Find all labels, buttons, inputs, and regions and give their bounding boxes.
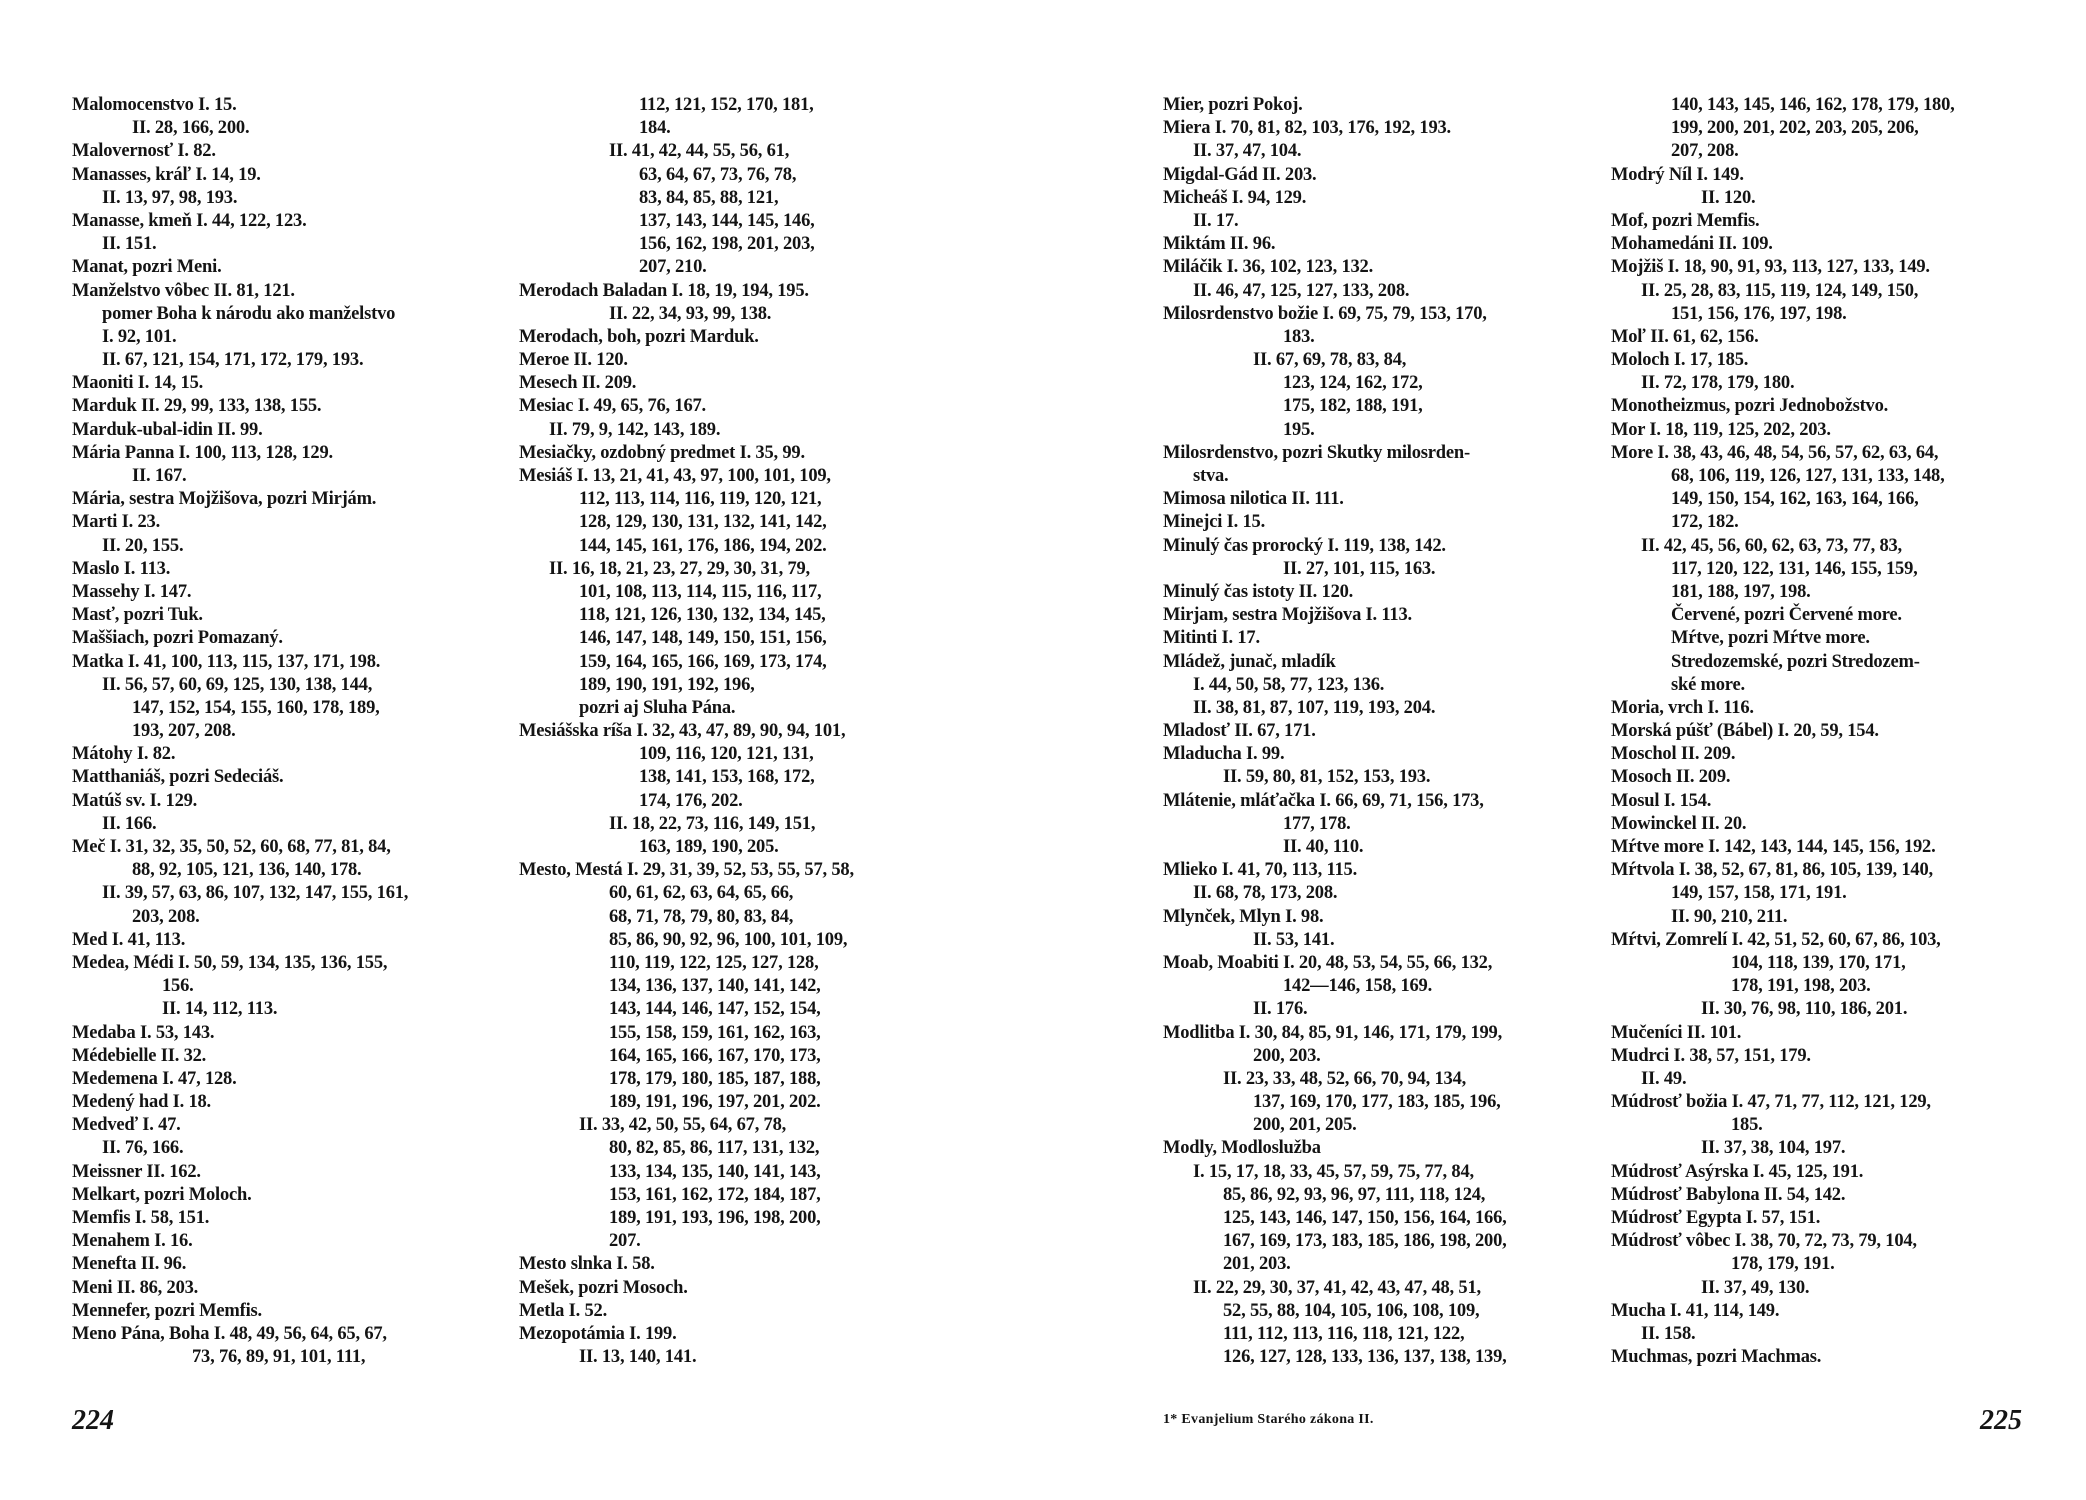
index-line: Mesiačky, ozdobný predmet I. 35, 99. [519, 442, 805, 463]
index-line: Mohamedáni II. 109. [1611, 234, 1773, 255]
index-line: 200, 203. [1253, 1045, 1321, 1066]
index-line: 134, 136, 137, 140, 141, 142, [609, 976, 821, 997]
index-line: II. 40, 110. [1283, 837, 1364, 857]
index-line: stva. [1193, 466, 1229, 486]
index-line: Múdrosť vôbec I. 38, 70, 72, 73, 79, 104, [1611, 1231, 1917, 1252]
index-line: Mŕtvi, Zomrelí I. 42, 51, 52, 60, 67, 86, 103, [1611, 929, 1941, 950]
index-line: Mowinckel II. 20. [1611, 813, 1747, 834]
index-line: 172, 182. [1671, 512, 1739, 533]
index-line: II. 13, 97, 98, 193. [102, 187, 238, 208]
index-line: 101, 108, 113, 114, 115, 116, 117, [579, 581, 822, 602]
index-line: 189, 191, 196, 197, 201, 202. [609, 1092, 821, 1113]
index-line: Medea, Médi I. 50, 59, 134, 135, 136, 155, [72, 952, 388, 973]
index-line: Moab, Moabiti I. 20, 48, 53, 54, 55, 66, 132, [1163, 952, 1493, 973]
index-line: Migdal-Gád II. 203. [1163, 164, 1317, 185]
index-line: Červené, pozri Červené more. [1671, 605, 1902, 626]
index-line: Milosrdenstvo božie I. 69, 75, 79, 153, 170, [1163, 303, 1487, 324]
index-line: II. 20, 155. [102, 535, 184, 556]
index-line: II. 49. [1641, 1068, 1687, 1089]
index-line: 68, 71, 78, 79, 80, 83, 84, [609, 906, 794, 927]
index-line: II. 41, 42, 44, 55, 56, 61, [609, 141, 790, 162]
index-line: Manasse, kmeň I. 44, 122, 123. [72, 210, 307, 231]
index-line: 151, 156, 176, 197, 198. [1671, 303, 1847, 324]
index-line: 144, 145, 161, 176, 186, 194, 202. [579, 535, 827, 556]
index-line: Menahem I. 16. [72, 1231, 193, 1252]
index-line: Moloch I. 17, 185. [1611, 350, 1749, 371]
index-line: Moria, vrch I. 116. [1611, 697, 1754, 718]
index-line: 88, 92, 105, 121, 136, 140, 178. [132, 860, 362, 881]
index-line: 146, 147, 148, 149, 150, 151, 156, [579, 628, 827, 649]
index-line: Meni II. 86, 203. [72, 1277, 199, 1298]
index-line: 123, 124, 162, 172, [1283, 373, 1423, 394]
index-line: More I. 38, 43, 46, 48, 54, 56, 57, 62, 63, 64, [1611, 442, 1939, 463]
index-line: Memfis I. 58, 151. [72, 1208, 210, 1228]
index-line: Mária Panna I. 100, 113, 128, 129. [72, 442, 333, 463]
index-line: Mosul I. 154. [1611, 790, 1712, 811]
index-line: Mlátenie, mláťačka I. 66, 69, 71, 156, 173, [1163, 790, 1484, 811]
index-line: Meissner II. 162. [72, 1161, 201, 1182]
index-line: 207, 208. [1671, 141, 1739, 162]
index-line: 143, 144, 146, 147, 152, 154, [609, 999, 821, 1020]
index-line: Meč I. 31, 32, 35, 50, 52, 60, 68, 77, 81, 84, [72, 837, 391, 857]
index-line: Menefta II. 96. [72, 1254, 187, 1275]
index-line: Mŕtve more I. 142, 143, 144, 145, 156, 192. [1611, 837, 1936, 857]
index-line: Mlynček, Mlyn I. 98. [1163, 906, 1324, 927]
index-line: Stredozemské, pozri Stredozem- [1671, 651, 1920, 672]
index-line: II. 25, 28, 83, 115, 119, 124, 149, 150, [1641, 280, 1919, 301]
index-line: II. 79, 9, 142, 143, 189. [549, 419, 721, 440]
index-line: 189, 191, 193, 196, 198, 200, [609, 1208, 821, 1228]
index-line: Mŕtvola I. 38, 52, 67, 81, 86, 105, 139, 140, [1611, 860, 1933, 881]
index-line: Muchmas, pozri Machmas. [1611, 1347, 1822, 1368]
index-line: 167, 169, 173, 183, 185, 186, 198, 200, [1223, 1231, 1507, 1252]
index-line: ské more. [1671, 674, 1745, 695]
index-line: Mier, pozri Pokoj. [1163, 95, 1303, 115]
index-line: Manasses, kráľ I. 14, 19. [72, 164, 261, 185]
index-line: Morská púšť (Bábel) I. 20, 59, 154. [1611, 721, 1879, 742]
index-line: Merodach Baladan I. 18, 19, 194, 195. [519, 280, 809, 301]
index-line: Merodach, boh, pozri Marduk. [519, 326, 759, 347]
index-line: 185. [1731, 1115, 1763, 1136]
index-line: II. 27, 101, 115, 163. [1283, 558, 1436, 579]
index-line: 156. [162, 976, 194, 997]
index-line: II. 37, 38, 104, 197. [1701, 1138, 1846, 1159]
index-line: pomer Boha k národu ako manželstvo [102, 303, 396, 324]
left-page-column-2 [519, 94, 854, 1369]
index-line: Miktám II. 96. [1163, 234, 1276, 255]
index-line: II. 37, 47, 104. [1193, 141, 1302, 162]
index-line: II. 14, 112, 113. [162, 999, 278, 1020]
index-line: Modrý Níl I. 149. [1611, 164, 1744, 185]
index-line: Mosoch II. 209. [1611, 767, 1731, 788]
index-line: 142—146, 158, 169. [1283, 976, 1433, 997]
right-page-column-2 [1611, 94, 1955, 1369]
index-line: 63, 64, 67, 73, 76, 78, [639, 164, 797, 185]
index-line: 175, 182, 188, 191, [1283, 396, 1423, 417]
index-line: 111, 112, 113, 116, 118, 121, 122, [1223, 1323, 1465, 1344]
footnote: 1* Evanjelium Starého zákona II. [1163, 1412, 1374, 1427]
index-line: Medemena I. 47, 128. [72, 1068, 237, 1089]
index-line: 159, 164, 165, 166, 169, 173, 174, [579, 651, 827, 672]
index-line: II. 53, 141. [1253, 929, 1335, 950]
index-line: 125, 143, 146, 147, 150, 156, 164, 166, [1223, 1208, 1507, 1228]
index-line: 138, 141, 153, 168, 172, [639, 767, 815, 788]
index-line: Meno Pána, Boha I. 48, 49, 56, 64, 65, 67, [72, 1323, 387, 1344]
index-line: 73, 76, 89, 91, 101, 111, [192, 1347, 366, 1368]
index-line: 207. [609, 1231, 641, 1252]
index-line: Mojžiš I. 18, 90, 91, 93, 113, 127, 133, 149. [1611, 257, 1930, 278]
index-line: II. 42, 45, 56, 60, 62, 63, 73, 77, 83, [1641, 535, 1902, 556]
index-line: 52, 55, 88, 104, 105, 106, 108, 109, [1223, 1300, 1480, 1321]
index-line: Mof, pozri Memfis. [1611, 210, 1760, 231]
index-line: Moschol II. 209. [1611, 744, 1736, 765]
index-line: II. 166. [102, 813, 157, 834]
index-line: Maoniti I. 14, 15. [72, 373, 204, 394]
index-line: 137, 143, 144, 145, 146, [639, 210, 815, 231]
index-line: pozri aj Sluha Pána. [579, 697, 736, 718]
index-line: Mesech II. 209. [519, 373, 637, 394]
index-line: 183. [1283, 326, 1315, 347]
index-line: Maslo I. 113. [72, 558, 171, 579]
index-line: Manželstvo vôbec II. 81, 121. [72, 280, 295, 301]
index-line: Matúš sv. I. 129. [72, 790, 198, 811]
index-line: Mesiac I. 49, 65, 76, 167. [519, 396, 706, 417]
index-line: 207, 210. [639, 257, 707, 278]
index-line: Mirjam, sestra Mojžišova I. 113. [1163, 605, 1412, 626]
index-line: II. 59, 80, 81, 152, 153, 193. [1223, 767, 1431, 788]
index-line: II. 68, 78, 173, 208. [1193, 883, 1338, 904]
index-line: II. 90, 210, 211. [1671, 906, 1788, 927]
index-line: Medveď I. 47. [72, 1115, 181, 1136]
index-line: Manat, pozri Meni. [72, 257, 222, 278]
index-line: Miláčik I. 36, 102, 123, 132. [1163, 257, 1374, 278]
index-line: 112, 121, 152, 170, 181, [639, 95, 814, 115]
index-line: I. 92, 101. [102, 326, 177, 347]
index-line: Matthaniáš, pozri Sedeciáš. [72, 767, 284, 788]
index-line: Mlieko I. 41, 70, 113, 115. [1163, 860, 1357, 881]
index-line: II. 17. [1193, 210, 1239, 231]
index-line: II. 72, 178, 179, 180. [1641, 373, 1795, 394]
index-line: II. 67, 121, 154, 171, 172, 179, 193. [102, 350, 364, 371]
index-line: II. 76, 166. [102, 1138, 184, 1159]
index-line: Mladucha I. 99. [1163, 744, 1285, 765]
index-line: 112, 113, 114, 116, 119, 120, 121, [579, 489, 822, 510]
index-line: II. 39, 57, 63, 86, 107, 132, 147, 155, 161, [102, 883, 409, 904]
index-line: 110, 119, 122, 125, 127, 128, [609, 952, 819, 973]
index-line: Mešek, pozri Mosoch. [519, 1277, 688, 1298]
index-line: Minulý čas prorocký I. 119, 138, 142. [1163, 535, 1446, 556]
index-line: Múdrosť Babylona II. 54, 142. [1611, 1184, 1846, 1205]
index-line: 178, 179, 180, 185, 187, 188, [609, 1068, 821, 1089]
index-line: Mária, sestra Mojžišova, pozri Mirjám. [72, 489, 377, 510]
index-line: 118, 121, 126, 130, 132, 134, 145, [579, 605, 826, 626]
index-line: II. 18, 22, 73, 116, 149, 151, [609, 813, 816, 834]
index-line: 147, 152, 154, 155, 160, 178, 189, [132, 697, 380, 718]
index-line: Múdrosť Egypta I. 57, 151. [1611, 1208, 1821, 1228]
left-page-column-1 [72, 94, 408, 1369]
index-line: Metla I. 52. [519, 1300, 608, 1321]
index-line: 156, 162, 198, 201, 203, [639, 234, 815, 255]
index-line: Mátohy I. 82. [72, 744, 176, 765]
index-line: Múdrosť božia I. 47, 71, 77, 112, 121, 129, [1611, 1092, 1931, 1113]
index-line: II. 23, 33, 48, 52, 66, 70, 94, 134, [1223, 1068, 1467, 1089]
index-line: 200, 201, 205. [1253, 1115, 1357, 1136]
index-line: Mudrci I. 38, 57, 151, 179. [1611, 1045, 1811, 1066]
index-line: Melkart, pozri Moloch. [72, 1184, 252, 1205]
index-line: II. 158. [1641, 1323, 1696, 1344]
index-line: II. 28, 166, 200. [132, 118, 250, 139]
index-line: 203, 208. [132, 906, 200, 927]
index-line: 195. [1283, 419, 1315, 440]
index-line: 80, 82, 85, 86, 117, 131, 132, [609, 1138, 820, 1159]
index-line: 60, 61, 62, 63, 64, 65, 66, [609, 883, 794, 904]
index-line: Moľ II. 61, 62, 156. [1611, 326, 1759, 347]
index-line: 178, 179, 191. [1731, 1254, 1835, 1275]
index-line: I. 15, 17, 18, 33, 45, 57, 59, 75, 77, 84, [1193, 1161, 1474, 1182]
index-line: 109, 116, 120, 121, 131, [639, 744, 814, 765]
index-line: 83, 84, 85, 88, 121, [639, 187, 779, 208]
index-line: 104, 118, 139, 170, 171, [1731, 952, 1906, 973]
index-line: Mucha I. 41, 114, 149. [1611, 1300, 1780, 1321]
index-line: 153, 161, 162, 172, 184, 187, [609, 1184, 821, 1205]
index-line: II. 22, 34, 93, 99, 138. [609, 303, 772, 324]
right-page-column-1 [1163, 94, 1507, 1369]
index-line: II. 167. [132, 466, 187, 486]
index-line: Miera I. 70, 81, 82, 103, 176, 192, 193. [1163, 118, 1451, 139]
index-line: II. 120. [1701, 187, 1756, 208]
index-line: II. 37, 49, 130. [1701, 1277, 1810, 1298]
index-line: I. 44, 50, 58, 77, 123, 136. [1193, 674, 1385, 695]
index-line: Masť, pozri Tuk. [72, 605, 203, 626]
page-number-left: 224 [72, 1405, 114, 1436]
index-line: Modlitba I. 30, 84, 85, 91, 146, 171, 179, 199, [1163, 1022, 1503, 1043]
index-line: Marduk II. 29, 99, 133, 138, 155. [72, 396, 322, 417]
index-line: Meroe II. 120. [519, 350, 628, 371]
index-line: 85, 86, 90, 92, 96, 100, 101, 109, [609, 929, 848, 950]
index-line: II. 151. [102, 234, 157, 255]
index-line: Mennefer, pozri Memfis. [72, 1300, 262, 1321]
index-line: 117, 120, 122, 131, 146, 155, 159, [1671, 558, 1918, 579]
index-line: Mučeníci II. 101. [1611, 1022, 1742, 1043]
index-line: Modly, Modloslužba [1163, 1138, 1321, 1159]
index-line: Mŕtve, pozri Mŕtve more. [1671, 628, 1870, 649]
index-line: 140, 143, 145, 146, 162, 178, 179, 180, [1671, 95, 1955, 115]
index-line: 133, 134, 135, 140, 141, 143, [609, 1161, 821, 1182]
index-line: Mesiášska ríša I. 32, 43, 47, 89, 90, 94, 101, [519, 721, 846, 742]
index-line: II. 30, 76, 98, 110, 186, 201. [1701, 999, 1908, 1020]
index-line: Med I. 41, 113. [72, 929, 186, 950]
index-line: Mesto slnka I. 58. [519, 1254, 655, 1275]
index-line: Medený had I. 18. [72, 1092, 211, 1113]
index-line: 85, 86, 92, 93, 96, 97, 111, 118, 124, [1223, 1184, 1486, 1205]
index-line: II. 56, 57, 60, 69, 125, 130, 138, 144, [102, 674, 373, 695]
index-line: Minejci I. 15. [1163, 512, 1266, 533]
index-line: Marti I. 23. [72, 512, 161, 533]
index-line: 149, 150, 154, 162, 163, 164, 166, [1671, 489, 1919, 510]
index-line: Micheáš I. 94, 129. [1163, 187, 1307, 208]
index-line: II. 46, 47, 125, 127, 133, 208. [1193, 280, 1410, 301]
index-line: Mládež, junač, mladík [1163, 651, 1336, 672]
index-line: 126, 127, 128, 133, 136, 137, 138, 139, [1223, 1347, 1507, 1368]
index-line: Múdrosť Asýrska I. 45, 125, 191. [1611, 1161, 1864, 1182]
index-line: 184. [639, 118, 671, 139]
index-line: 149, 157, 158, 171, 191. [1671, 883, 1847, 904]
index-line: Matka I. 41, 100, 113, 115, 137, 171, 198. [72, 651, 381, 672]
index-line: 193, 207, 208. [132, 721, 236, 742]
index-line: 163, 189, 190, 205. [639, 837, 779, 857]
index-line: Malovernosť I. 82. [72, 141, 216, 162]
index-line: 155, 158, 159, 161, 162, 163, [609, 1022, 821, 1043]
index-line: 199, 200, 201, 202, 203, 205, 206, [1671, 118, 1919, 139]
page-number-right: 225 [1980, 1405, 2022, 1436]
index-line: 128, 129, 130, 131, 132, 141, 142, [579, 512, 827, 533]
index-line: Mesto, Mestá I. 29, 31, 39, 52, 53, 55, 57, 58, [519, 860, 854, 881]
index-line: Médebielle II. 32. [72, 1045, 207, 1066]
index-line: Mezopotámia I. 199. [519, 1323, 677, 1344]
index-line: Mladosť II. 67, 171. [1163, 721, 1316, 742]
index-line: 68, 106, 119, 126, 127, 131, 133, 148, [1671, 466, 1945, 486]
index-line: 181, 188, 197, 198. [1671, 581, 1811, 602]
index-line: II. 22, 29, 30, 37, 41, 42, 43, 47, 48, 51, [1193, 1277, 1481, 1298]
index-line: Maššiach, pozri Pomazaný. [72, 628, 283, 649]
index-line: Mor I. 18, 119, 125, 202, 203. [1611, 419, 1831, 440]
index-line: Medaba I. 53, 143. [72, 1022, 215, 1043]
index-line: Massehy I. 147. [72, 581, 192, 602]
index-line: 189, 190, 191, 192, 196, [579, 674, 755, 695]
index-line: Monotheizmus, pozri Jednobožstvo. [1611, 396, 1889, 417]
index-line: 177, 178. [1283, 813, 1351, 834]
index-line: 164, 165, 166, 167, 170, 173, [609, 1045, 821, 1066]
index-line: 178, 191, 198, 203. [1731, 976, 1871, 997]
index-line: Malomocenstvo I. 15. [72, 95, 237, 115]
index-line: 201, 203. [1223, 1254, 1291, 1275]
index-line: Milosrdenstvo, pozri Skutky milosrden- [1163, 442, 1470, 463]
index-line: II. 67, 69, 78, 83, 84, [1253, 350, 1407, 371]
index-line: 174, 176, 202. [639, 790, 743, 811]
index-line: II. 16, 18, 21, 23, 27, 29, 30, 31, 79, [549, 558, 810, 579]
index-line: II. 33, 42, 50, 55, 64, 67, 78, [579, 1115, 787, 1136]
index-line: II. 176. [1253, 999, 1308, 1020]
index-line: II. 13, 140, 141. [579, 1347, 697, 1368]
index-line: 137, 169, 170, 177, 183, 185, 196, [1253, 1092, 1501, 1113]
index-line: Marduk-ubal-idin II. 99. [72, 419, 263, 440]
index-line: Mimosa nilotica II. 111. [1163, 489, 1344, 510]
index-line: II. 38, 81, 87, 107, 119, 193, 204. [1193, 697, 1436, 718]
index-line: Minulý čas istoty II. 120. [1163, 581, 1354, 602]
index-line: Mesiáš I. 13, 21, 41, 43, 97, 100, 101, 109, [519, 466, 831, 486]
index-line: Mitinti I. 17. [1163, 628, 1260, 649]
